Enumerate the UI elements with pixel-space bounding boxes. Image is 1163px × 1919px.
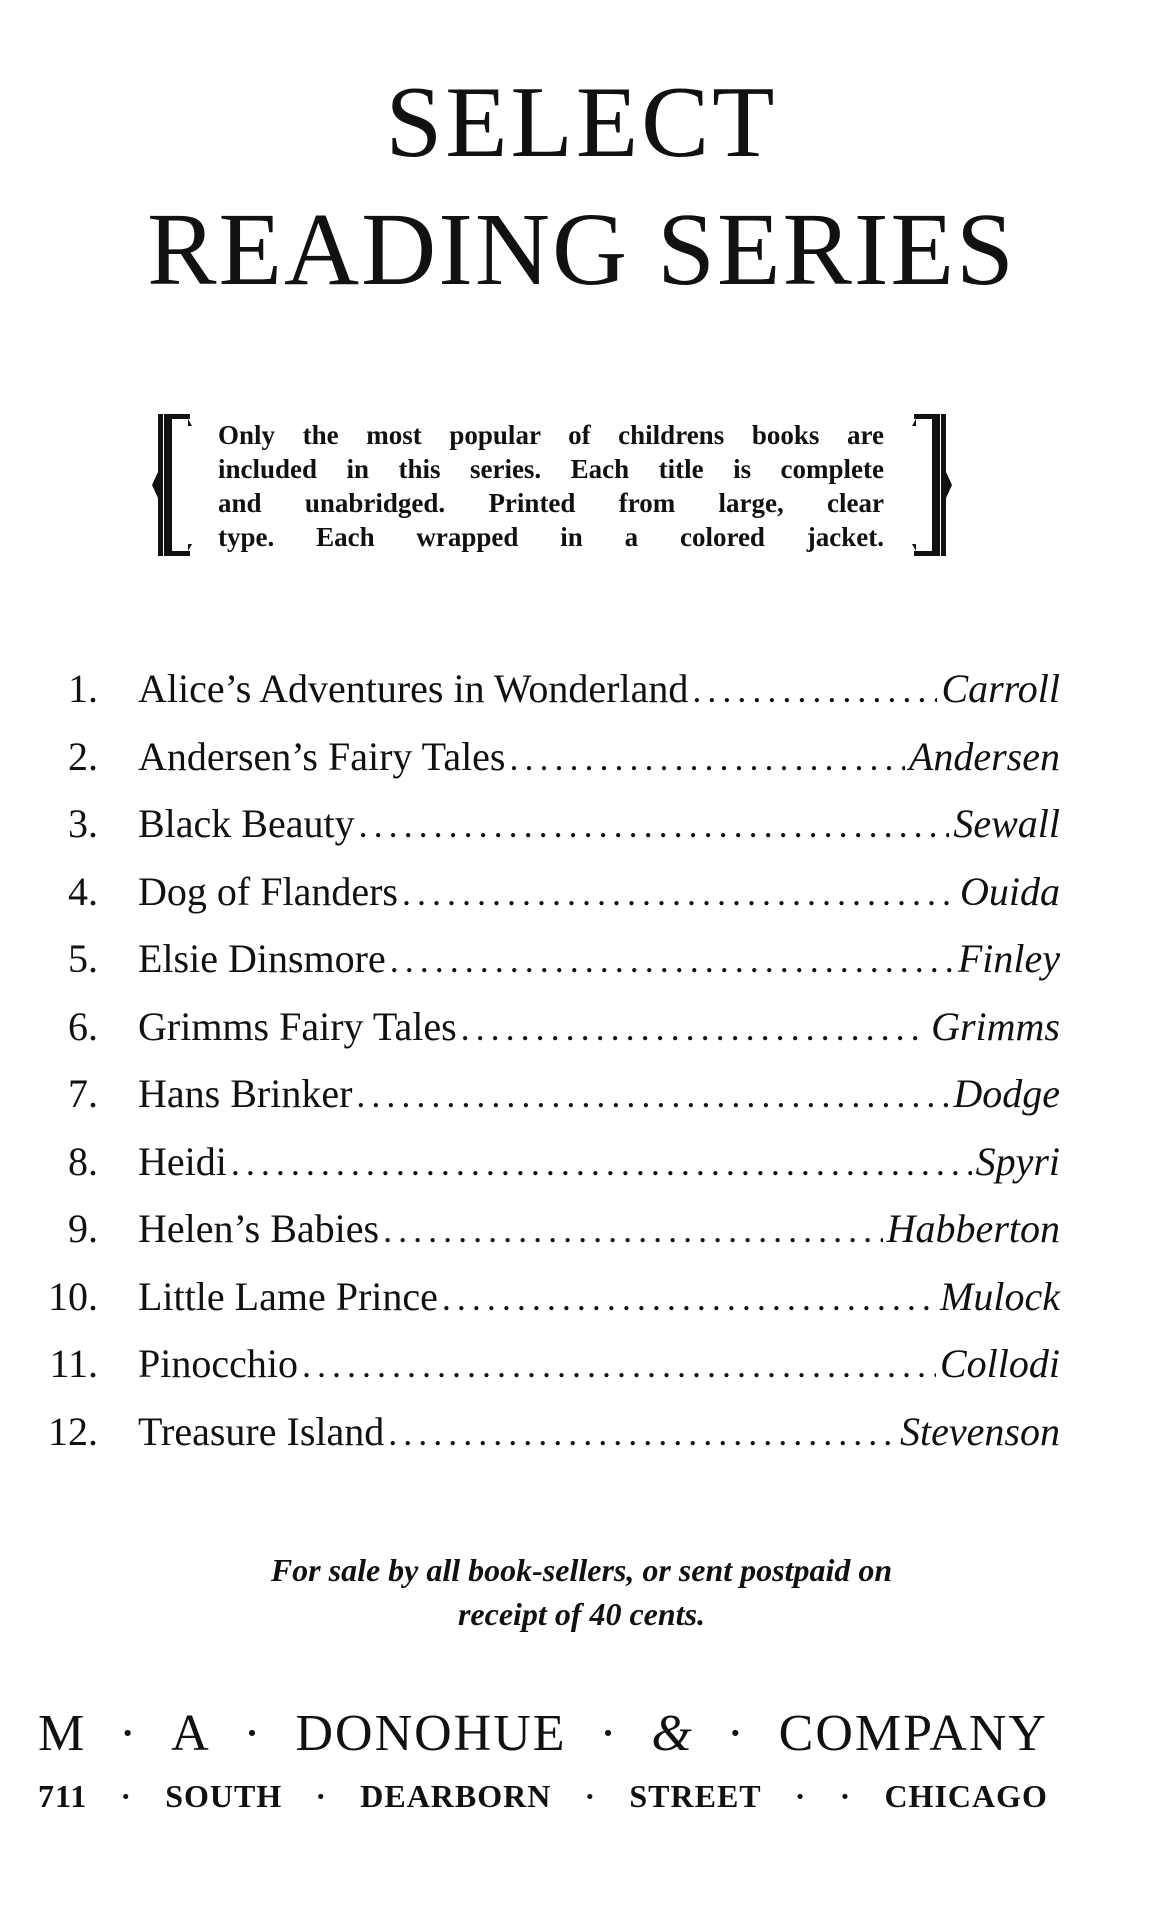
notice-line: and unabridged. Printed from large, clear — [218, 488, 884, 518]
address-part: STREET — [629, 1778, 762, 1814]
book-title: Grimms Fairy Tales — [138, 1003, 457, 1049]
book-author: Habberton — [886, 1206, 1060, 1251]
book-title: Black Beauty — [138, 801, 355, 846]
series-notice — [150, 410, 950, 560]
publisher-name-part: DONOHUE — [295, 1705, 567, 1762]
book-title: Elsie Dinsmore — [138, 936, 386, 981]
list-item — [36, 1263, 1060, 1331]
book-title: Pinocchio — [138, 1341, 298, 1386]
publisher-name-part: M — [38, 1705, 87, 1762]
book-title: Dog of Flanders — [138, 868, 398, 914]
book-title: Treasure Island — [138, 1408, 385, 1454]
book-author: Stevenson — [900, 1408, 1060, 1454]
book-author: Spyri — [975, 1138, 1060, 1184]
publisher-name-part: · — [599, 1705, 619, 1762]
publisher-name-part: · — [119, 1705, 139, 1762]
book-number: 5. — [68, 936, 98, 981]
book-number: 11. — [49, 1341, 98, 1386]
address-part: · — [315, 1778, 328, 1814]
book-author: Carroll — [941, 666, 1060, 711]
book-title: Alice’s Adventures in Wonderland — [138, 666, 689, 711]
book-title: Little Lame Prince — [138, 1273, 438, 1319]
book-author: Finley — [957, 936, 1060, 981]
book-author: Andersen — [908, 733, 1060, 779]
page-title-line-2: READING SERIES — [147, 192, 1016, 307]
notice-line: Only the most popular of childrens books are — [218, 420, 884, 450]
book-number: 2. — [68, 733, 98, 779]
book-number: 1. — [68, 666, 98, 711]
book-number: 3. — [68, 801, 98, 846]
list-item — [36, 993, 1060, 1061]
list-item — [36, 1330, 1060, 1398]
dot-leader — [359, 792, 950, 860]
list-item — [36, 790, 1060, 858]
notice-line: included in this series. Each title is complete — [218, 454, 884, 484]
dot-leader — [692, 657, 937, 725]
book-number: 8. — [68, 1138, 98, 1184]
list-item — [36, 655, 1060, 723]
sale-note-line-1: For sale by all book-sellers, or sent postpaid on — [270, 1552, 893, 1588]
book-number: 4. — [68, 868, 98, 914]
dot-leader — [356, 1062, 949, 1130]
book-author: Sewall — [953, 801, 1060, 846]
publisher-name — [38, 1705, 1048, 1762]
sale-note-line-2: receipt of 40 cents. — [457, 1596, 706, 1632]
address-part: · — [794, 1778, 807, 1814]
list-item — [36, 1060, 1060, 1128]
publisher-address — [38, 1778, 1048, 1815]
list-item — [36, 925, 1060, 993]
book-number: 7. — [68, 1071, 98, 1116]
list-item — [36, 858, 1060, 926]
book-title: Andersen’s Fairy Tales — [138, 733, 506, 779]
left-ornamental-bracket-icon — [150, 410, 194, 560]
publisher-name-part: & — [651, 1705, 694, 1762]
address-part: 711 — [38, 1778, 88, 1814]
book-author: Collodi — [939, 1341, 1060, 1386]
right-ornamental-bracket-icon — [910, 410, 954, 560]
dot-leader — [442, 1265, 936, 1333]
book-title: Helen’s Babies — [138, 1206, 380, 1251]
publisher-name-part: COMPANY — [778, 1705, 1048, 1762]
book-list — [36, 655, 1060, 1465]
publisher-name-part: · — [726, 1705, 746, 1762]
book-number: 9. — [68, 1206, 98, 1251]
page-title-line-1: SELECT — [385, 66, 778, 179]
book-author: Ouida — [960, 868, 1060, 914]
dot-leader — [461, 995, 927, 1063]
list-item — [36, 723, 1060, 791]
notice-text — [218, 418, 884, 554]
list-item — [36, 1398, 1060, 1466]
list-item — [36, 1128, 1060, 1196]
dot-leader — [231, 1130, 972, 1198]
dot-leader — [402, 860, 956, 928]
notice-line: type. Each wrapped in a colored jacket. — [218, 522, 884, 552]
dot-leader — [390, 927, 954, 995]
book-title: Hans Brinker — [138, 1071, 353, 1116]
publisher-name-part: · — [243, 1705, 263, 1762]
address-part: · — [120, 1778, 133, 1814]
dot-leader — [510, 725, 905, 793]
address-part: · — [839, 1778, 852, 1814]
book-author: Mulock — [940, 1273, 1060, 1319]
dot-leader — [383, 1197, 883, 1265]
address-part: DEARBORN — [360, 1778, 552, 1814]
list-item — [36, 1195, 1060, 1263]
book-number: 10. — [48, 1273, 98, 1319]
book-author: Dodge — [953, 1071, 1060, 1116]
dot-leader — [302, 1332, 936, 1400]
book-number: 6. — [68, 1003, 98, 1049]
address-part: CHICAGO — [884, 1778, 1048, 1814]
book-number: 12. — [48, 1408, 98, 1454]
address-part: SOUTH — [165, 1778, 283, 1814]
publisher-name-part: A — [171, 1705, 211, 1762]
address-part: · — [584, 1778, 597, 1814]
book-title: Heidi — [138, 1138, 227, 1184]
book-author: Grimms — [931, 1003, 1060, 1049]
dot-leader — [388, 1400, 896, 1468]
